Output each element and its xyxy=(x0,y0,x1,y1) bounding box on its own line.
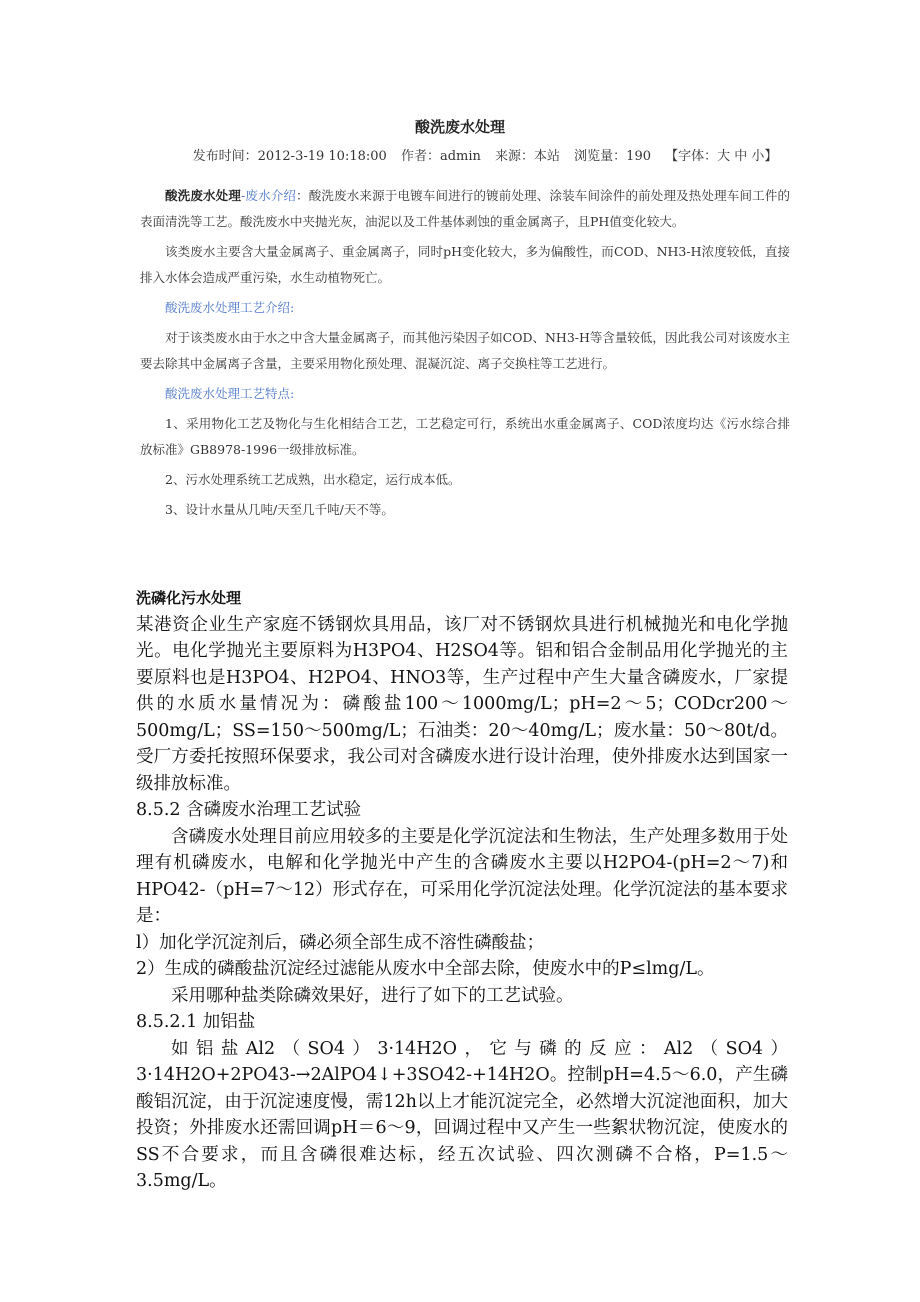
font-size-switcher[interactable]: 【字体：大 中 小】 xyxy=(665,149,778,164)
section-p2: 含磷废水处理目前应用较多的主要是化学沉淀法和生物法，生产处理多数用于处理有机磷废水，电解和化学抛光中产生的含磷废水主要以H2PO4-(pH=2～7)和HPO42-（pH=7～12）形式存在，可采用化学沉淀法处理。化学沉淀法的基本要求是： xyxy=(136,826,788,926)
requirement-1: l）加化学沉淀剂后，磷必须全部生成不溶性磷酸盐； xyxy=(136,932,545,953)
requirement-2: 2）生成的磷酸盐沉淀经过滤能从废水中全部去除，使废水中的P≤lmg/L。 xyxy=(136,959,715,979)
section-p4: 如铝盐Al2（SO4）3·14H2O，它与磷的反应：Al2（SO4）3·14H2O+2PO43-→2AlPO4↓+3SO42-+14H2O。控制pH=4.5～6.0，产生磷酸铝沉淀，由于沉淀速度慢，需12h以上才能沉淀完全，必然增大沉淀池面积，加大投资；外排废水还需回调pH＝6～9，回调过程中又产生一些絮状物沉淀，使废水的SS不合要求，而且含磷很难达标，经五次试验、四次测磷不合格，P=1.5～3.5mg/L。 xyxy=(136,1038,788,1191)
intro-paragraph xyxy=(140,183,790,235)
heading-process[interactable]: 酸洗废水处理工艺介绍: xyxy=(165,300,295,315)
section-title: 洗磷化污水处理 xyxy=(136,589,242,607)
view-count: 浏览量：190 xyxy=(574,149,651,164)
section-p1: 某港资企业生产家庭不锈钢炊具用品，该厂对不锈钢炊具进行机械抛光和电化学抛光。电化学抛光主要原料为H3PO4、H2SO4等。铝和铝合金制品用化学抛光的主要原料也是H3PO4、H2PO4、HNO3等，生产过程中产生大量含磷废水，厂家提供的水质水量情况为：磷酸盐100～1000mg/L；pH=2～5；CODcr200～500mg/L；SS=150～500mg/L；石油类：20～40mg/L；废水量：50～80t/d。受厂方委托按照环保要求，我公司对含磷废水进行设计治理，使外排废水达到国家一级排放标准。 xyxy=(136,614,788,794)
article-title: 酸洗废水处理 xyxy=(414,118,505,136)
section-phosphating xyxy=(136,585,788,1195)
heading-features[interactable]: 酸洗废水处理工艺特点: xyxy=(165,386,295,401)
article-meta xyxy=(180,145,800,164)
intro-bold: 酸洗废水处理 xyxy=(165,188,242,203)
article-body xyxy=(140,183,790,523)
paragraph-3: 对于该类废水由于水之中含大量金属离子，而其他污染因子如COD、NH3-H等含量较低，因此我公司对该废水主要去除其中金属离子含量，主要采用物化预处理、混凝沉淀、离子交换柱等工艺进行。 xyxy=(140,330,790,371)
author: 作者：admin xyxy=(400,149,481,164)
publish-time: 发布时间：2012-3-19 10:18:00 xyxy=(192,149,387,164)
source: 来源：本站 xyxy=(495,149,561,164)
intro-link[interactable]: -废水介绍 xyxy=(241,188,297,203)
heading-8-5-2: 8.5.2 含磷废水治理工艺试验 xyxy=(136,800,362,820)
paragraph-2: 该类废水主要含大量金属离子、重金属离子，同时pH变化较大，多为偏酸性，而COD、NH3-H浓度较低，直接排入水体会造成严重污染，水生动植物死亡。 xyxy=(140,244,790,285)
feature-2: 2、污水处理系统工艺成熟，出水稳定，运行成本低。 xyxy=(165,472,461,487)
feature-1: 1、采用物化工艺及物化与生化相结合工艺，工艺稳定可行，系统出水重金属离子、COD浓度均达《污水综合排放标准》GB8978-1996一级排放标准。 xyxy=(140,416,790,457)
intro-text: ：酸洗废水来源于电镀车间进行的镀前处理、涂装车间涂件的前处理及热处理车间工件的表面清洗等工艺。酸洗废水中夹抛光灰，油泥以及工件基体剥蚀的重金属离子，且PH值变化较大。 xyxy=(140,188,790,229)
section-p3: 采用哪种盐类除磷效果好，进行了如下的工艺试验。 xyxy=(171,985,574,1006)
feature-3: 3、设计水量从几吨/天至几千吨/天不等。 xyxy=(165,502,394,517)
heading-8-5-2-1: 8.5.2.1 加铝盐 xyxy=(136,1012,256,1032)
